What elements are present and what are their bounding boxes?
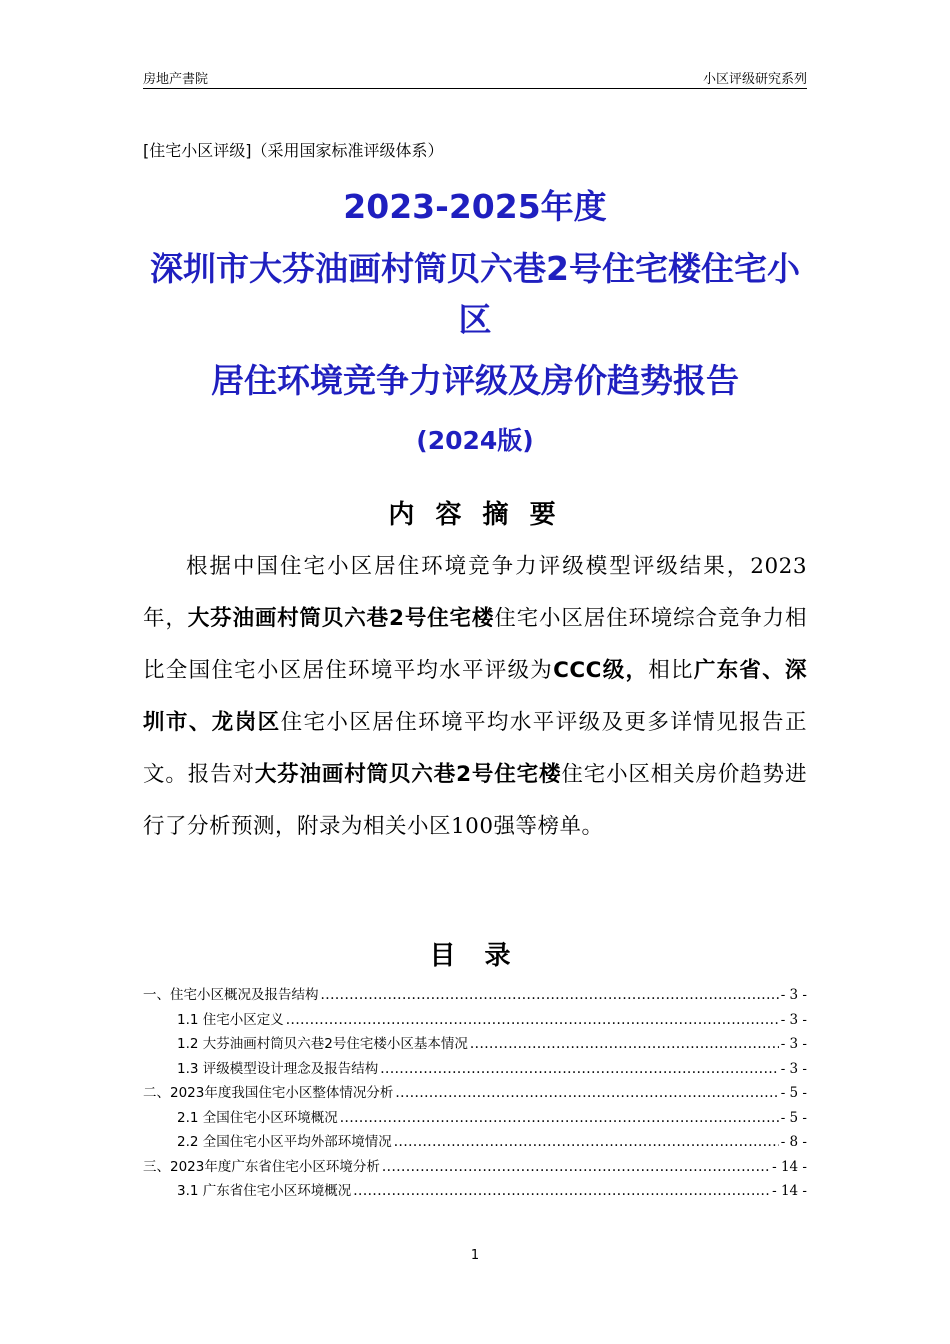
toc-leader — [321, 983, 779, 1008]
header-left: 房地产書院 — [143, 72, 209, 87]
toc-item-page: - 8 - — [780, 1134, 807, 1150]
abstract-bold-3: 广东省、深圳市、龙岗区 — [143, 658, 807, 735]
toc-leader — [340, 1106, 779, 1131]
page-header — [143, 66, 807, 89]
title-edition: (2024版) — [416, 426, 534, 455]
toc-item-text: 3.1 广东省住宅小区环境概况 — [177, 1183, 352, 1199]
abstract-bold-2: CCC级， — [553, 658, 649, 683]
toc-item[interactable] — [143, 1130, 807, 1155]
abstract-text-4: 住宅小区居住环境平均水平评级及更多详情见报告正文。报告对 — [143, 710, 807, 787]
toc-item[interactable] — [143, 1057, 807, 1082]
toc-item-page: - 3 - — [780, 987, 807, 1003]
abstract-text-2: 住宅小区居住环境综合竞争力相比全国住宅小区居住环境平均水平评级为 — [143, 606, 807, 683]
toc-heading: 目 录 — [429, 941, 521, 971]
abstract-heading: 内 容 摘 要 — [388, 500, 562, 530]
toc-item-text: 二、2023年度我国住宅小区整体情况分析 — [143, 1085, 394, 1101]
title-subject: 深圳市大芬油画村筒贝六巷2号住宅楼住宅小区 — [150, 249, 800, 339]
toc-item-text: 1.3 评级模型设计理念及报告结构 — [177, 1060, 379, 1077]
toc-item[interactable] — [143, 1081, 807, 1106]
toc-item-page: - 14 - — [772, 1183, 807, 1199]
abstract-text-5: 住宅小区相关房价趋势进行了分析预测，附录为相关小区100强等榜单。 — [143, 762, 807, 839]
toc-item-text: 一、住宅小区概况及报告结构 — [143, 987, 319, 1003]
title-year: 2023-2025年度 — [343, 187, 607, 226]
abstract-bold-1: 大芬油画村筒贝六巷2号住宅楼 — [187, 606, 495, 631]
toc-item-page: - 3 - — [780, 1060, 807, 1077]
toc-item-text: 2.1 全国住宅小区环境概况 — [177, 1109, 338, 1126]
toc-item[interactable] — [143, 1155, 807, 1180]
abstract-text-1: 根据中国住宅小区居住环境竞争力评级模型评级结果，2023年， — [143, 554, 807, 631]
toc-leader — [286, 1008, 779, 1033]
toc-item-text: 三、2023年度广东省住宅小区环境分析 — [143, 1158, 380, 1175]
toc-item[interactable] — [143, 983, 807, 1008]
toc-item-text: 2.2 全国住宅小区平均外部环境情况 — [177, 1134, 392, 1150]
toc-item-text: 1.1 住宅小区定义 — [177, 1011, 284, 1028]
header-right: 小区评级研究系列 — [702, 72, 807, 87]
toc-item-page: - 3 - — [780, 1036, 807, 1052]
abstract-paragraph — [143, 541, 807, 853]
toc-item-page: - 3 - — [780, 1011, 807, 1028]
toc-item-text: 1.2 大芬油画村筒贝六巷2号住宅楼小区基本情况 — [177, 1036, 468, 1052]
abstract-bold-4: 大芬油画村筒贝六巷2号住宅楼 — [254, 762, 562, 787]
toc-leader — [380, 1057, 778, 1082]
table-of-contents — [143, 983, 807, 1204]
toc-leader — [353, 1179, 770, 1204]
toc-item-page: - 5 - — [780, 1109, 807, 1126]
toc-item[interactable] — [143, 1008, 807, 1033]
toc-item-page: - 5 - — [780, 1085, 807, 1101]
title-report: 居住环境竞争力评级及房价趋势报告 — [211, 361, 739, 400]
toc-item[interactable] — [143, 1032, 807, 1057]
toc-leader — [394, 1130, 779, 1155]
toc-item-page: - 14 - — [772, 1158, 807, 1175]
toc-item[interactable] — [143, 1179, 807, 1204]
abstract-text-3: 相比 — [648, 658, 694, 683]
toc-leader — [470, 1032, 779, 1057]
page-number: 1 — [470, 1248, 480, 1263]
toc-leader — [382, 1155, 770, 1180]
toc-item[interactable] — [143, 1106, 807, 1131]
toc-leader — [395, 1081, 778, 1106]
report-tag: [住宅小区评级]（采用国家标准评级体系） — [143, 141, 444, 160]
